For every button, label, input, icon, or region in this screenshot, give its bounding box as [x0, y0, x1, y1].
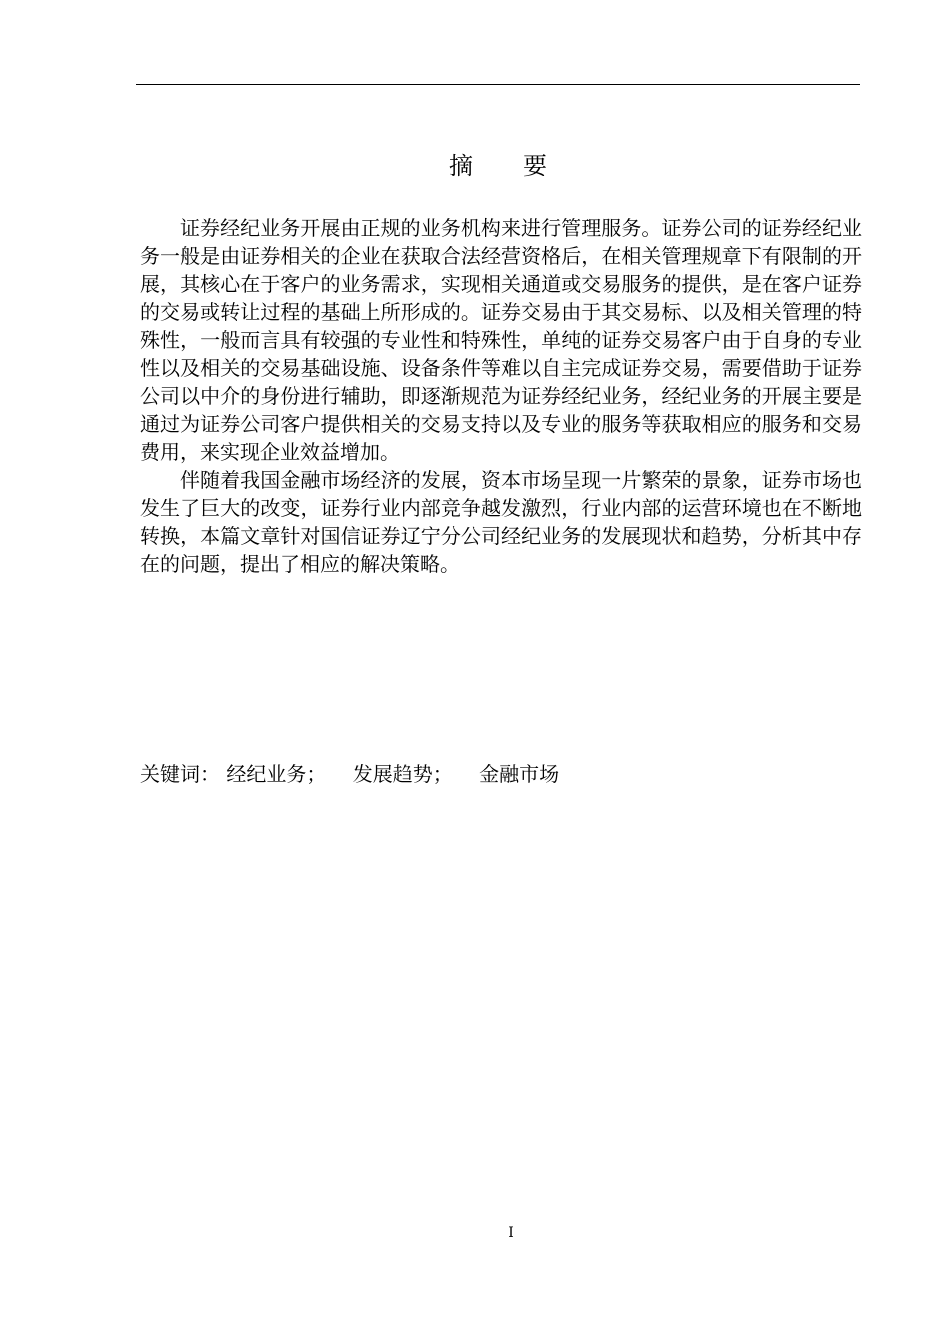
keyword-3: 金融市场: [479, 762, 560, 786]
page-title: [0, 150, 950, 182]
page-number: I: [508, 1225, 514, 1241]
abstract-paragraph-2: 伴随着我国金融市场经济的发展，资本市场呈现一片繁荣的景象，证券市场也发生了巨大的改变，证券行业内部竞争越发激烈，行业内部的运营环境也在不断地转换，本篇文章针对国信证券辽宁分公司经纪业务的发展现状和趋势，分析其中存在的问题，提出了相应的解决策略。: [140, 468, 862, 576]
title-char-1: 摘: [449, 152, 473, 180]
abstract-body: [140, 214, 862, 578]
abstract-paragraph-1: 证券经纪业务开展由正规的业务机构来进行管理服务。证券公司的证券经纪业务一般是由证券相关的企业在获取合法经营资格后，在相关管理规章下有限制的开展，其核心在于客户的业务需求，实现相关通道或交易服务的提供，是在客户证券的交易或转让过程的基础上所形成的。证券交易由于其交易标、以及相关管理的特殊性，一般而言具有较强的专业性和特殊性，单纯的证券交易客户由于自身的专业性以及相关的交易基础设施、设备条件等难以自主完成证券交易，需要借助于证券公司以中介的身份进行辅助，即逐渐规范为证券经纪业务，经纪业务的开展主要是通过为证券公司客户提供相关的交易支持以及专业的服务等获取相应的服务和交易费用，来实现企业效益增加。: [140, 216, 862, 464]
title-char-2: 要: [523, 152, 547, 180]
keyword-2: 发展趋势；: [352, 762, 453, 786]
keyword-1: 经纪业务；: [226, 762, 327, 786]
keywords-line: [140, 760, 559, 788]
header-rule: [136, 84, 860, 85]
keywords-label: 关键词：: [140, 762, 220, 786]
